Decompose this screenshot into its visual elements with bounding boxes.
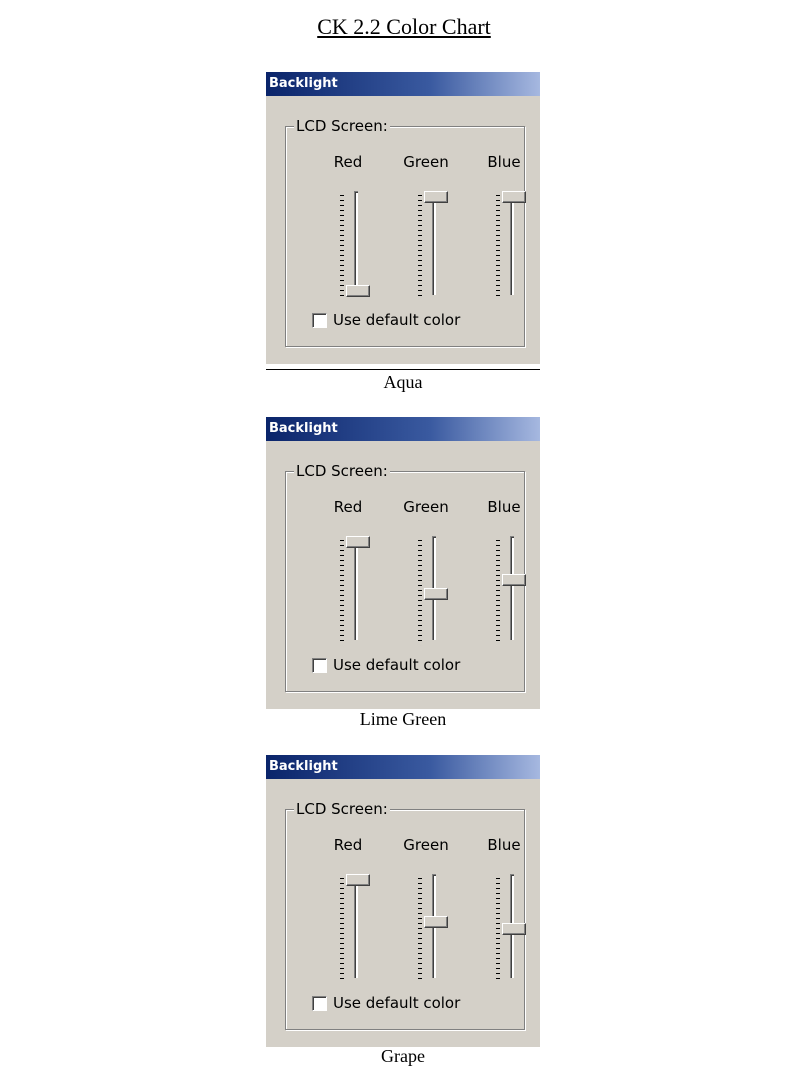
group-label: LCD Screen: bbox=[296, 117, 388, 135]
slider-thumb[interactable] bbox=[502, 574, 526, 586]
backlight-window bbox=[266, 72, 540, 364]
use-default-color-checkbox[interactable] bbox=[312, 658, 327, 673]
slider-label-red: Red bbox=[333, 498, 363, 516]
checkbox-label[interactable]: Use default color bbox=[333, 311, 461, 329]
slider-track[interactable] bbox=[354, 191, 358, 295]
slider-thumb[interactable] bbox=[424, 191, 448, 203]
window-title: Backlight bbox=[266, 417, 540, 441]
slider-label-red: Red bbox=[333, 836, 363, 854]
window-body bbox=[266, 779, 540, 1047]
green-slider[interactable] bbox=[396, 810, 456, 960]
blue-slider[interactable] bbox=[474, 472, 534, 622]
lcd-screen-group bbox=[285, 462, 525, 692]
color-caption: Lime Green bbox=[359, 709, 447, 729]
window-title: Backlight bbox=[266, 755, 540, 779]
slider-ticks bbox=[340, 195, 344, 299]
group-label: LCD Screen: bbox=[296, 462, 388, 480]
slider-ticks bbox=[496, 195, 500, 299]
color-caption: Grape bbox=[381, 1046, 425, 1066]
slider-ticks bbox=[418, 195, 422, 299]
slider-label-blue: Blue bbox=[487, 836, 521, 854]
slider-track[interactable] bbox=[354, 874, 358, 978]
slider-ticks bbox=[496, 878, 500, 982]
slider-track[interactable] bbox=[510, 536, 514, 640]
slider-ticks bbox=[340, 540, 344, 644]
use-default-color-checkbox[interactable] bbox=[312, 313, 327, 328]
slider-ticks bbox=[496, 540, 500, 644]
slider-track[interactable] bbox=[354, 536, 358, 640]
lcd-screen-group bbox=[285, 800, 525, 1030]
page-title: CK 2.2 Color Chart bbox=[317, 14, 491, 39]
slider-label-green: Green bbox=[403, 153, 449, 171]
color-caption: Aqua bbox=[266, 369, 540, 393]
group-label: LCD Screen: bbox=[296, 800, 388, 818]
blue-slider[interactable] bbox=[474, 810, 534, 960]
slider-ticks bbox=[418, 878, 422, 982]
slider-thumb[interactable] bbox=[346, 874, 370, 886]
backlight-window bbox=[266, 417, 540, 709]
use-default-color-checkbox[interactable] bbox=[312, 996, 327, 1011]
slider-label-blue: Blue bbox=[487, 498, 521, 516]
slider-track[interactable] bbox=[510, 191, 514, 295]
lcd-screen-group bbox=[285, 117, 525, 347]
red-slider[interactable] bbox=[318, 810, 378, 960]
slider-ticks bbox=[340, 878, 344, 982]
slider-thumb[interactable] bbox=[346, 536, 370, 548]
red-slider[interactable] bbox=[318, 127, 378, 277]
slider-label-green: Green bbox=[403, 836, 449, 854]
slider-ticks bbox=[418, 540, 422, 644]
window-body bbox=[266, 96, 540, 364]
slider-thumb[interactable] bbox=[424, 588, 448, 600]
red-slider[interactable] bbox=[318, 472, 378, 622]
slider-label-blue: Blue bbox=[487, 153, 521, 171]
backlight-window bbox=[266, 755, 540, 1047]
green-slider[interactable] bbox=[396, 127, 456, 277]
slider-thumb[interactable] bbox=[502, 923, 526, 935]
slider-label-green: Green bbox=[403, 498, 449, 516]
blue-slider[interactable] bbox=[474, 127, 534, 277]
green-slider[interactable] bbox=[396, 472, 456, 622]
slider-track[interactable] bbox=[432, 191, 436, 295]
checkbox-label[interactable]: Use default color bbox=[333, 994, 461, 1012]
slider-thumb[interactable] bbox=[502, 191, 526, 203]
slider-thumb[interactable] bbox=[346, 285, 370, 297]
window-title: Backlight bbox=[266, 72, 540, 96]
slider-thumb[interactable] bbox=[424, 916, 448, 928]
window-body bbox=[266, 441, 540, 709]
checkbox-label[interactable]: Use default color bbox=[333, 656, 461, 674]
slider-label-red: Red bbox=[333, 153, 363, 171]
